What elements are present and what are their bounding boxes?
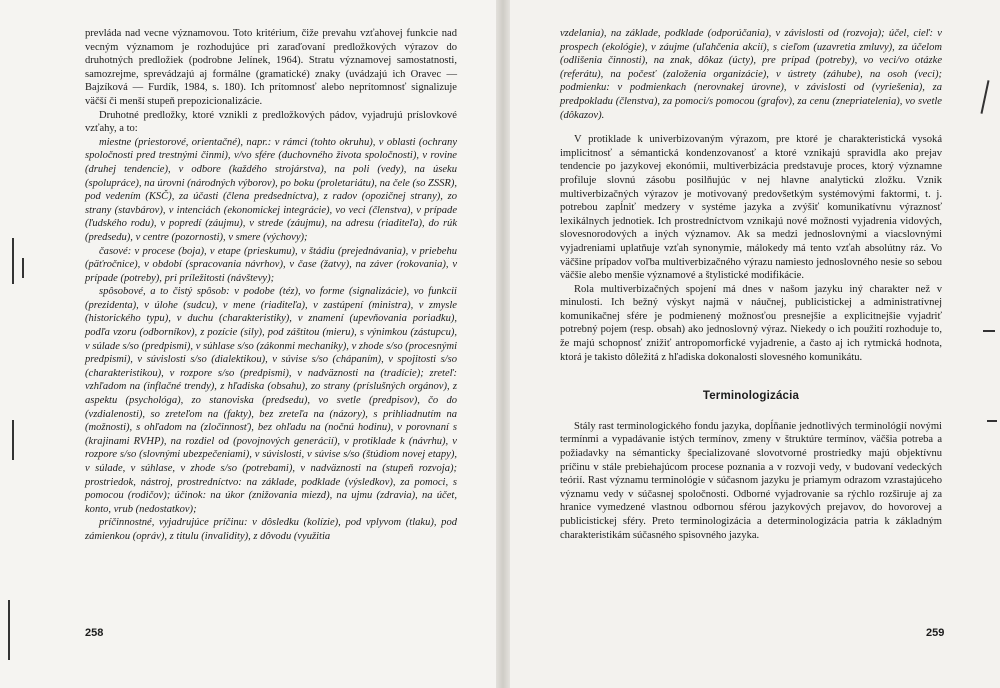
margin-mark: [980, 80, 989, 114]
paragraph-pricinnostne: príčinnostné, vyjadrujúce príčinu: v dôsledku (kolízie), pod vplyvom (tlaku), pod zámienkou (opráv), z titulu (invalidity), z dôvodu (využitia: [85, 517, 457, 542]
margin-mark: [12, 420, 14, 460]
margin-mark: [22, 258, 24, 278]
page-number: 259: [926, 627, 945, 639]
paragraph-casove: časové: v procese (boja), v etape (prieskumu), v štádiu (prejednávania), v priebehu (päťročnice), v období (spracovania návrhov), v čase (žatvy), na záver (rokovania), v prípade (potreby), pri príležitosti (návštevy);: [85, 245, 457, 284]
left-page-text: [85, 27, 457, 544]
paragraph: Druhotné predložky, ktoré vznikli z predložkových pádov, vyjadrujú príslovkové vzťahy, a to:: [85, 109, 457, 135]
section-heading: Terminologizácia: [702, 390, 800, 403]
page-number: 258: [85, 627, 104, 639]
right-page-text: [560, 27, 942, 542]
paragraph: prevláda nad vecne významovou. Toto kritérium, čiže prevahu vzťahovej funkcie nad vecným významom je rozhodujúce pri zaraďovaní predložkových výrazov do druhotných predložiek (podrobne Jelínek, 1964). Stratu významovej samostatnosti, samozrejme, sprevádzajú aj formálne (gramatické) znaky (uvádzajú ich Oravec — Bajzíková — Furdík, 1984, s. 180). Ich prítomnosť alebo neprítomnosť signalizuje väčší či menší stupeň prepozicionalizácie.: [85, 28, 457, 107]
margin-mark: [983, 330, 995, 332]
paragraph: Stály rast terminologického fondu jazyka, dopĺňanie jednotlivých terminológií novými termínmi a vypadávanie istých termínov, zmeny v štruktúre termínov, väčšia potreba a požiadavky na sémanticky špecializované slovotvorné prostriedky majú objektívnu príčinu v stále prebiehajúcom procese poznania a v rozvoji vedy, v budovaní vedeckých teórií. Rast významu terminológie v súčasnom jazyku je priamym odrazom vzrastajúceho významu vedy v súčasnej spoločnosti. Odborné vyjadrovanie sa rýchlo rozširuje aj za hranice vymedzené vlastnou odbornou sférou jazykových prejavov, do hovorovej a publicistickej sféry. Preto terminologizácia a determinologizácia patria k základným charakteristikám súčasného spisovného jazyka.: [560, 420, 942, 541]
right-page: [503, 0, 1000, 688]
book-gutter: [496, 0, 510, 688]
paragraph: vzdelania), na základe, podklade (odporúčania), v závislosti od (rozvoja); účel, cieľ: v prospech (ekológie), v záujme (uľahčenia akcií), s cieľom (uzavretia zmluvy), za účelom (odlišenia činnosti), na znak, dôkaz (úcty), pre prípad (potreby), vo veci/vo otázke (referátu), na počesť (založenia organizácie), v ústrety (záhube), na osoh (veci); podmienku: v podmienkach (nerovnakej úrovne), v závislosti od (vyriešenia), za predpokladu (členstva), za pomoci/s pomocou (grafov), za cenu (znepriatelenia), vo svetle (dôkazov).: [560, 28, 942, 121]
paragraph-sposobove: spôsobové, a to čistý spôsob: v podobe (téz), vo forme (signalizácie), vo funkcii (prezidenta), v úlohe (sudcu), v mene (riaditeľa), v zastúpení (ministra), v zmysle (historického typu), v duchu (charakteristiky), v znamení (upevňovania poriadku), podľa vzoru (odborníkov), z pozície (sily), pod záštitou (mieru), s výnimkou (zástupcu), v súlade s/so (predpismi), v súhlase s/so (zákonmi mechaniky), v zhode s/so (procesnými predpismi), v súvislosti s/so (dialektikou), v súvise s/so (chápaním), v spojitosti s/so (charakteristikou), v rozpore s/so (predpismi), v nadväznosti na (tradície); zreteľ: vzhľadom na (inflačné trendy), z hľadiska (obsahu), zo strany (príslušných orgánov), z aspektu (psychológa), zo stanoviska (predsedu), vo svetle (predpisov), čo do (vzdialenosti), so zreteľom na (fakty), bez zreteľa na (názory), s prihliadnutím na (možnosti), s ohľadom na (zločinnosť), bez ohľadu na (nočnú hodinu), v porovnaní s (krajinami RVHP), na rozdiel od (povojnových generácií), v protiklade k (návrhu), v rozpore s/so (slovnými ubezpečeniami), v súvislosti, v súvise s/so (štúdiom novej etapy), v súlade, v súhlase, v zhode s/so (potrebami), v nadväznosti na (stupeň rozvoja); prostriedok, nástroj, prostredníctvo: na základe, podklade (výsledkov), za pomoci, s pomocou (rodičov); účinok: na úkor (znižovania miezd), na ujmu (zdravia), na účet, konto, vrub (nedostatkov);: [85, 286, 457, 515]
paragraph-miestne: miestne (priestorové, orientačné), napr.: v rámci (tohto okruhu), v oblasti (ochrany spoločnosti pred trestnými činmi), v/vo sfére (duchovného života spoločnosti), v rovine (druhej tendencie), v odbore (každého strojárstva), na poli (vedy), na úseku (spolupráce), na úrovni (národných výborov), po boku (proletariátu), na čele (so ZSSR), pod vedením (KSČ), za účasti (člena predsedníctva), z radov (opozičnej strany), zo strany (stavbárov), v intenciách (ekonomickej integrácie), vo veci (členstva), v prípade (ľudského rodu), v popredí (záujmu), v strede (záujmu), na adresu (riaditeľa), do rúk (predsedu), v centre (pozornosti), v smere (výchovy);: [85, 136, 457, 243]
margin-mark: [12, 238, 14, 284]
margin-mark: [8, 600, 10, 660]
paragraph: V protiklade k univerbizovaným výrazom, pre ktoré je charakteristická vysoká implicitnosť a sémantická kondenzovanosť a ktoré vznikajú spravidla ako prejav tendencie po jazykovej ekonómii, multiverbizácia predstavuje proces, ktorý významne profiluje slovnú zásobu posilňujúc v nej hlavne analytickú zložku. Vznik multiverbizačných výrazov je motivovaný predovšetkým systémovými faktormi, t. j. potrebou zapĺniť medzery v systéme jazyka a zvýšiť komunikatívnu výraznosť lexikálnych jednotiek. Ich prostredníctvom vznikajú nové možnosti vyjadrenia vidových, slovesnorodových a iných významov. Ak sa medzi jednoslovnými a viacslovnými vyjadreniami uplatňuje vzťah synonymie, málokedy má tento vzťah absolútny ráz. Vo väčšine prípadov voľba multiverbizačného výrazu namiesto jednoslovného nesie so sebou väčšie alebo menšie významové a štylistické modifikácie.: [560, 134, 942, 282]
paragraph: Rola multiverbizačných spojení má dnes v našom jazyku iný charakter než v minulosti. Ich bežný výskyt najmä v náučnej, publicistickej a administratívnej komunikačnej sfére je podmienený možnosťou presnejšie a explicitnejšie vyjadriť potrebný pojem (resp. obsah) ako jednoslovný výraz. Niekedy o ich použití rozhoduje to, že majú schopnosť znižiť antropomorfické vyjadrenie, a často aj ich rytmická hodnota, ktorá je takisto dôležitá z hľadiska dokonalosti slovesného komunikátu.: [560, 283, 942, 363]
margin-mark: [987, 420, 997, 422]
